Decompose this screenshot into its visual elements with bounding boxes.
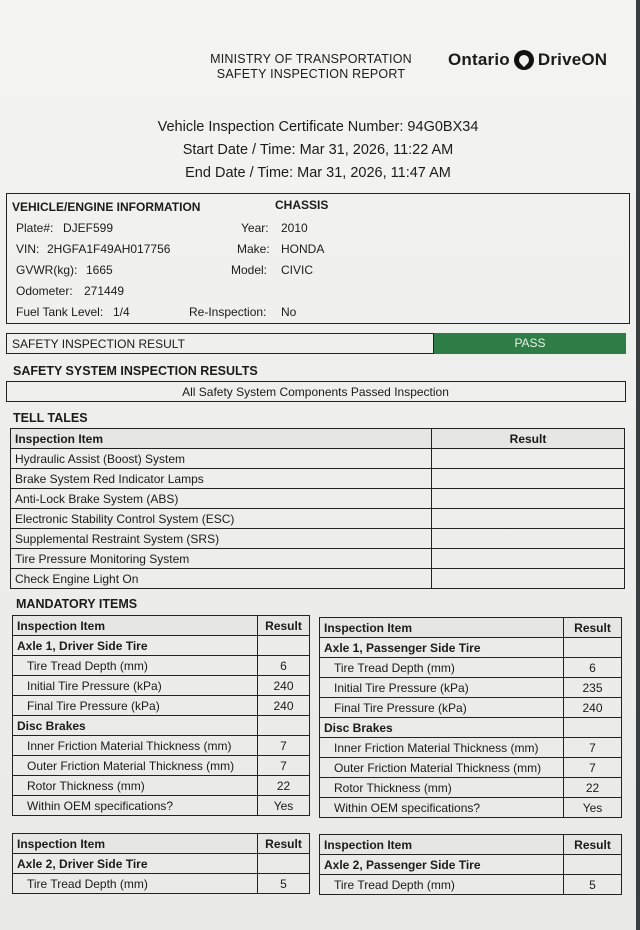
table-row	[320, 758, 622, 778]
tell-tale-result	[432, 469, 625, 489]
axle1-passenger-table	[319, 617, 622, 818]
tell-tale-item: Check Engine Light On	[11, 569, 432, 589]
item-label: Tire Tread Depth (mm)	[320, 658, 564, 678]
tell-tale-result	[432, 509, 625, 529]
safety-system-title: SAFETY SYSTEM INSPECTION RESULTS	[13, 364, 258, 378]
gvwr-value: 1665	[86, 263, 113, 277]
make-value: HONDA	[281, 242, 325, 256]
item-result: 7	[258, 736, 310, 756]
table-row	[13, 796, 310, 816]
item-label: Initial Tire Pressure (kPa)	[320, 678, 564, 698]
mandatory-items-title: MANDATORY ITEMS	[16, 597, 138, 611]
item-result: 7	[564, 758, 622, 778]
item-result: 7	[564, 738, 622, 758]
table-row	[320, 875, 622, 895]
column-header-result: Result	[432, 429, 625, 449]
make-label: Make:	[237, 242, 270, 256]
item-label: Tire Tread Depth (mm)	[13, 656, 258, 676]
safety-summary-text: All Safety System Components Passed Inspection	[182, 385, 449, 399]
reinspection-value: No	[281, 305, 297, 319]
table-row	[13, 676, 310, 696]
model-value: CIVIC	[281, 263, 314, 277]
tell-tale-item: Tire Pressure Monitoring System	[11, 549, 432, 569]
chassis-title: CHASSIS	[275, 198, 329, 212]
item-label: Rotor Thickness (mm)	[13, 776, 258, 796]
report-title: SAFETY INSPECTION REPORT	[216, 67, 406, 81]
table-row	[11, 529, 625, 549]
item-result: 235	[564, 678, 622, 698]
item-label: Tire Tread Depth (mm)	[13, 874, 258, 894]
item-label: Within OEM specifications?	[13, 796, 258, 816]
year-value: 2010	[281, 221, 308, 235]
vin-label: VIN:	[16, 242, 40, 256]
fuel-value: 1/4	[113, 305, 130, 319]
group-row	[320, 638, 622, 658]
odometer-value: 271449	[84, 284, 125, 298]
item-label: Initial Tire Pressure (kPa)	[13, 676, 258, 696]
vin-value: 2HGFA1F49AH017756	[47, 242, 171, 256]
item-result: 22	[564, 778, 622, 798]
certificate-number: Vehicle Inspection Certificate Number: 94G0BX34	[157, 119, 479, 135]
table-row	[320, 658, 622, 678]
plate-label: Plate#:	[16, 221, 54, 235]
safety-result-label-box	[6, 333, 434, 354]
axle2-passenger-table	[319, 834, 622, 895]
table-row	[11, 549, 625, 569]
group-row	[320, 718, 622, 738]
tell-tale-result	[432, 569, 625, 589]
item-label: Final Tire Pressure (kPa)	[320, 698, 564, 718]
column-header-item: Inspection Item	[13, 616, 258, 636]
tire-group-title: Axle 2, Passenger Side Tire	[320, 855, 564, 875]
report-header	[180, 52, 442, 82]
table-row	[320, 798, 622, 818]
table-header-row	[320, 618, 622, 638]
tire-group-title: Axle 1, Driver Side Tire	[13, 636, 258, 656]
tell-tale-result	[432, 489, 625, 509]
tell-tale-result	[432, 529, 625, 549]
gvwr-label: GVWR(kg):	[16, 263, 78, 277]
table-row	[320, 778, 622, 798]
column-header-item: Inspection Item	[320, 835, 564, 855]
tell-tale-result	[432, 449, 625, 469]
table-row	[320, 698, 622, 718]
table-row	[11, 509, 625, 529]
item-label: Within OEM specifications?	[320, 798, 564, 818]
item-result: 5	[564, 875, 622, 895]
end-date-time: End Date / Time: Mar 31, 2026, 11:47 AM	[185, 165, 451, 181]
item-result: 240	[258, 676, 310, 696]
group-row	[13, 854, 310, 874]
tell-tale-item: Electronic Stability Control System (ESC)	[11, 509, 432, 529]
table-row	[13, 874, 310, 894]
group-row	[320, 855, 622, 875]
item-result: 7	[258, 756, 310, 776]
item-result: 240	[258, 696, 310, 716]
item-label: Inner Friction Material Thickness (mm)	[13, 736, 258, 756]
item-label: Outer Friction Material Thickness (mm)	[13, 756, 258, 776]
table-header-row	[320, 835, 622, 855]
plate-value: DJEF599	[63, 221, 114, 235]
column-header-result: Result	[258, 616, 310, 636]
tell-tales-table	[10, 428, 625, 589]
year-label: Year:	[241, 221, 269, 235]
tell-tale-item: Supplemental Restraint System (SRS)	[11, 529, 432, 549]
item-label: Final Tire Pressure (kPa)	[13, 696, 258, 716]
model-label: Model:	[231, 263, 268, 277]
column-header-item: Inspection Item	[13, 834, 258, 854]
odometer-label: Odometer:	[16, 284, 73, 298]
group-row	[13, 636, 310, 656]
table-row	[11, 569, 625, 589]
safety-summary-box	[6, 381, 626, 402]
tell-tale-item: Hydraulic Assist (Boost) System	[11, 449, 432, 469]
item-result: 6	[564, 658, 622, 678]
tell-tale-item: Brake System Red Indicator Lamps	[11, 469, 432, 489]
column-header-result: Result	[564, 835, 622, 855]
table-row	[13, 696, 310, 716]
pass-badge: PASS	[434, 333, 626, 354]
tell-tales-title: TELL TALES	[13, 411, 88, 425]
table-row	[13, 756, 310, 776]
item-label: Inner Friction Material Thickness (mm)	[320, 738, 564, 758]
column-header-item: Inspection Item	[11, 429, 432, 449]
brakes-group-title: Disc Brakes	[13, 716, 258, 736]
start-date-time: Start Date / Time: Mar 31, 2026, 11:22 AM	[182, 142, 454, 158]
column-header-item: Inspection Item	[320, 618, 564, 638]
table-row	[11, 469, 625, 489]
group-row	[13, 716, 310, 736]
table-header-row	[11, 429, 625, 449]
table-row	[13, 776, 310, 796]
ministry-title: MINISTRY OF TRANSPORTATION	[210, 52, 412, 66]
table-row	[13, 736, 310, 756]
safety-result-label: SAFETY INSPECTION RESULT	[12, 337, 185, 351]
tire-group-title: Axle 2, Driver Side Tire	[13, 854, 258, 874]
fuel-label: Fuel Tank Level:	[16, 305, 104, 319]
item-result: Yes	[258, 796, 310, 816]
vehicle-info-title: VEHICLE/ENGINE INFORMATION	[12, 200, 201, 214]
tire-group-title: Axle 1, Passenger Side Tire	[320, 638, 564, 658]
tell-tale-item: Anti-Lock Brake System (ABS)	[11, 489, 432, 509]
logo-driveon-text: DriveON	[537, 50, 608, 69]
item-label: Tire Tread Depth (mm)	[320, 875, 564, 895]
item-result: 6	[258, 656, 310, 676]
table-row	[13, 656, 310, 676]
vehicle-info-box	[6, 193, 630, 324]
axle2-driver-table	[12, 833, 310, 894]
tell-tale-result	[432, 549, 625, 569]
item-result: 22	[258, 776, 310, 796]
table-header-row	[13, 834, 310, 854]
axle1-driver-table	[12, 615, 310, 816]
table-header-row	[13, 616, 310, 636]
table-row	[11, 489, 625, 509]
logo-ontario-text: Ontario	[448, 50, 510, 69]
item-result: 240	[564, 698, 622, 718]
column-header-result: Result	[258, 834, 310, 854]
table-row	[11, 449, 625, 469]
column-header-result: Result	[564, 618, 622, 638]
reinspection-label: Re-Inspection:	[189, 305, 267, 319]
ontario-driveon-logo	[448, 50, 607, 70]
trillium-icon	[514, 50, 534, 70]
item-result: Yes	[564, 798, 622, 818]
item-label: Outer Friction Material Thickness (mm)	[320, 758, 564, 778]
item-result: 5	[258, 874, 310, 894]
item-label: Rotor Thickness (mm)	[320, 778, 564, 798]
table-row	[320, 738, 622, 758]
table-row	[320, 678, 622, 698]
brakes-group-title: Disc Brakes	[320, 718, 564, 738]
